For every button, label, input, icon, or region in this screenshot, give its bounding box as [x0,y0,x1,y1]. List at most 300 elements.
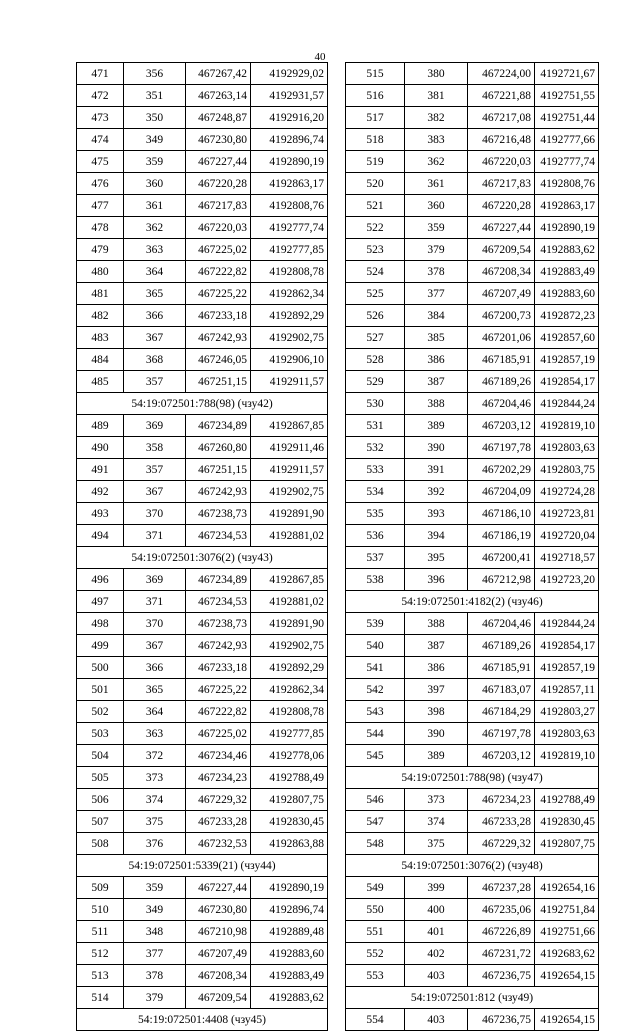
point-number-cell: 536 [346,525,405,547]
y-coordinate-cell: 4192803,75 [535,459,599,481]
vertex-number-cell: 369 [124,415,186,437]
y-coordinate-cell: 4192883,62 [251,987,328,1009]
point-number-cell: 513 [77,965,124,987]
vertex-number-cell: 374 [124,789,186,811]
table-row [77,195,328,217]
table-row [77,899,328,921]
x-coordinate-cell: 467197,78 [468,437,535,459]
vertex-number-cell: 368 [124,349,186,371]
y-coordinate-cell: 4192830,45 [535,811,599,833]
table-row [346,943,599,965]
x-coordinate-cell: 467225,02 [186,723,251,745]
table-row [346,745,599,767]
vertex-number-cell: 390 [405,723,468,745]
vertex-number-cell: 389 [405,415,468,437]
x-coordinate-cell: 467238,73 [186,613,251,635]
vertex-number-cell: 351 [124,85,186,107]
table-row [346,789,599,811]
y-coordinate-cell: 4192683,62 [535,943,599,965]
y-coordinate-cell: 4192857,60 [535,327,599,349]
y-coordinate-cell: 4192803,63 [535,437,599,459]
vertex-number-cell: 379 [124,987,186,1009]
point-number-cell: 520 [346,173,405,195]
y-coordinate-cell: 4192751,55 [535,85,599,107]
point-number-cell: 553 [346,965,405,987]
y-coordinate-cell: 4192857,19 [535,657,599,679]
vertex-number-cell: 388 [405,393,468,415]
parcel-header-row [77,855,328,877]
x-coordinate-cell: 467197,78 [468,723,535,745]
y-coordinate-cell: 4192778,06 [251,745,328,767]
y-coordinate-cell: 4192890,19 [251,877,328,899]
x-coordinate-cell: 467224,00 [468,63,535,85]
vertex-number-cell: 349 [124,899,186,921]
x-coordinate-cell: 467217,83 [468,173,535,195]
vertex-number-cell: 399 [405,877,468,899]
table-row [346,613,599,635]
y-coordinate-cell: 4192911,46 [251,437,328,459]
vertex-number-cell: 367 [124,635,186,657]
vertex-number-cell: 379 [405,239,468,261]
x-coordinate-cell: 467189,26 [468,371,535,393]
x-coordinate-cell: 467263,14 [186,85,251,107]
point-number-cell: 472 [77,85,124,107]
vertex-number-cell: 363 [124,723,186,745]
vertex-number-cell: 362 [124,217,186,239]
x-coordinate-cell: 467233,18 [186,305,251,327]
vertex-number-cell: 373 [124,767,186,789]
vertex-number-cell: 349 [124,129,186,151]
point-number-cell: 548 [346,833,405,855]
table-row [77,657,328,679]
parcel-cadastral-number: 54:19:072501:3076(2) (чзу43) [77,547,328,569]
x-coordinate-cell: 467238,73 [186,503,251,525]
vertex-number-cell: 364 [124,701,186,723]
x-coordinate-cell: 467237,28 [468,877,535,899]
y-coordinate-cell: 4192751,66 [535,921,599,943]
vertex-number-cell: 376 [124,833,186,855]
table-row [346,415,599,437]
vertex-number-cell: 400 [405,899,468,921]
x-coordinate-cell: 467236,75 [468,1009,535,1031]
vertex-number-cell: 395 [405,547,468,569]
point-number-cell: 489 [77,415,124,437]
x-coordinate-cell: 467184,29 [468,701,535,723]
x-coordinate-cell: 467229,32 [468,833,535,855]
x-coordinate-cell: 467234,23 [186,767,251,789]
point-number-cell: 503 [77,723,124,745]
y-coordinate-cell: 4192881,02 [251,591,328,613]
x-coordinate-cell: 467236,75 [468,965,535,987]
y-coordinate-cell: 4192889,48 [251,921,328,943]
vertex-number-cell: 370 [124,613,186,635]
vertex-number-cell: 357 [124,459,186,481]
x-coordinate-cell: 467202,29 [468,459,535,481]
x-coordinate-cell: 467204,46 [468,393,535,415]
table-row [346,503,599,525]
coordinates-table-left [76,62,328,1031]
vertex-number-cell: 350 [124,107,186,129]
y-coordinate-cell: 4192857,19 [535,349,599,371]
point-number-cell: 550 [346,899,405,921]
vertex-number-cell: 348 [124,921,186,943]
point-number-cell: 474 [77,129,124,151]
x-coordinate-cell: 467225,22 [186,283,251,305]
table-row [346,85,599,107]
vertex-number-cell: 374 [405,811,468,833]
point-number-cell: 532 [346,437,405,459]
y-coordinate-cell: 4192863,88 [251,833,328,855]
table-row [346,261,599,283]
point-number-cell: 518 [346,129,405,151]
x-coordinate-cell: 467267,42 [186,63,251,85]
table-row [77,987,328,1009]
y-coordinate-cell: 4192788,49 [535,789,599,811]
x-coordinate-cell: 467220,28 [468,195,535,217]
y-coordinate-cell: 4192902,75 [251,635,328,657]
x-coordinate-cell: 467207,49 [186,943,251,965]
x-coordinate-cell: 467229,32 [186,789,251,811]
table-row [77,591,328,613]
x-coordinate-cell: 467234,23 [468,789,535,811]
x-coordinate-cell: 467200,73 [468,305,535,327]
vertex-number-cell: 365 [124,283,186,305]
y-coordinate-cell: 4192751,84 [535,899,599,921]
vertex-number-cell: 369 [124,569,186,591]
point-number-cell: 534 [346,481,405,503]
vertex-number-cell: 392 [405,481,468,503]
y-coordinate-cell: 4192867,85 [251,415,328,437]
table-row [77,173,328,195]
point-number-cell: 549 [346,877,405,899]
vertex-number-cell: 377 [124,943,186,965]
vertex-number-cell: 401 [405,921,468,943]
table-row [77,569,328,591]
table-row [346,129,599,151]
point-number-cell: 539 [346,613,405,635]
table-row [346,679,599,701]
y-coordinate-cell: 4192929,02 [251,63,328,85]
vertex-number-cell: 375 [405,833,468,855]
parcel-header-row [346,855,599,877]
vertex-number-cell: 378 [124,965,186,987]
x-coordinate-cell: 467230,80 [186,129,251,151]
y-coordinate-cell: 4192819,10 [535,745,599,767]
point-number-cell: 538 [346,569,405,591]
x-coordinate-cell: 467246,05 [186,349,251,371]
x-coordinate-cell: 467242,93 [186,635,251,657]
y-coordinate-cell: 4192777,66 [535,129,599,151]
vertex-number-cell: 386 [405,349,468,371]
x-coordinate-cell: 467201,06 [468,327,535,349]
point-number-cell: 533 [346,459,405,481]
point-number-cell: 541 [346,657,405,679]
x-coordinate-cell: 467185,91 [468,657,535,679]
x-coordinate-cell: 467189,26 [468,635,535,657]
point-number-cell: 484 [77,349,124,371]
x-coordinate-cell: 467260,80 [186,437,251,459]
y-coordinate-cell: 4192883,62 [535,239,599,261]
y-coordinate-cell: 4192916,20 [251,107,328,129]
y-coordinate-cell: 4192881,02 [251,525,328,547]
table-row [346,393,599,415]
vertex-number-cell: 364 [124,261,186,283]
x-coordinate-cell: 467221,88 [468,85,535,107]
point-number-cell: 540 [346,635,405,657]
parcel-cadastral-number: 54:19:072501:4182(2) (чзу46) [346,591,599,613]
vertex-number-cell: 362 [405,151,468,173]
vertex-number-cell: 371 [124,525,186,547]
x-coordinate-cell: 467204,46 [468,613,535,635]
table-row [346,899,599,921]
point-number-cell: 491 [77,459,124,481]
point-number-cell: 478 [77,217,124,239]
x-coordinate-cell: 467233,28 [186,811,251,833]
point-number-cell: 544 [346,723,405,745]
vertex-number-cell: 383 [405,129,468,151]
x-coordinate-cell: 467234,89 [186,415,251,437]
vertex-number-cell: 359 [405,217,468,239]
x-coordinate-cell: 467204,09 [468,481,535,503]
table-row [77,635,328,657]
parcel-cadastral-number: 54:19:072501:788(98) (чзу42) [77,393,328,415]
table-row [346,327,599,349]
y-coordinate-cell: 4192890,19 [535,217,599,239]
vertex-number-cell: 385 [405,327,468,349]
table-row [346,195,599,217]
y-coordinate-cell: 4192883,60 [535,283,599,305]
y-coordinate-cell: 4192654,15 [535,1009,599,1031]
x-coordinate-cell: 467217,83 [186,195,251,217]
x-coordinate-cell: 467220,28 [186,173,251,195]
table-row [346,437,599,459]
point-number-cell: 482 [77,305,124,327]
vertex-number-cell: 363 [124,239,186,261]
x-coordinate-cell: 467227,44 [468,217,535,239]
point-number-cell: 522 [346,217,405,239]
table-row [77,283,328,305]
table-row [346,723,599,745]
table-row [77,613,328,635]
point-number-cell: 546 [346,789,405,811]
x-coordinate-cell: 467203,12 [468,745,535,767]
y-coordinate-cell: 4192830,45 [251,811,328,833]
x-coordinate-cell: 467231,72 [468,943,535,965]
y-coordinate-cell: 4192890,19 [251,151,328,173]
table-row [346,811,599,833]
parcel-cadastral-number: 54:19:072501:788(98) (чзу47) [346,767,599,789]
table-row [77,789,328,811]
parcel-header-row [77,547,328,569]
table-row [77,877,328,899]
point-number-cell: 490 [77,437,124,459]
table-row [77,767,328,789]
vertex-number-cell: 386 [405,657,468,679]
y-coordinate-cell: 4192883,49 [535,261,599,283]
parcel-cadastral-number: 54:19:072501:5339(21) (чзу44) [77,855,328,877]
point-number-cell: 516 [346,85,405,107]
y-coordinate-cell: 4192854,17 [535,371,599,393]
point-number-cell: 471 [77,63,124,85]
table-row [346,107,599,129]
y-coordinate-cell: 4192807,75 [535,833,599,855]
point-number-cell: 473 [77,107,124,129]
point-number-cell: 551 [346,921,405,943]
point-number-cell: 537 [346,547,405,569]
vertex-number-cell: 361 [405,173,468,195]
x-coordinate-cell: 467234,89 [186,569,251,591]
coordinates-table-body [77,63,328,1031]
y-coordinate-cell: 4192844,24 [535,613,599,635]
vertex-number-cell: 375 [124,811,186,833]
table-row [77,943,328,965]
y-coordinate-cell: 4192902,75 [251,327,328,349]
vertex-number-cell: 373 [405,789,468,811]
vertex-number-cell: 402 [405,943,468,965]
vertex-number-cell: 390 [405,437,468,459]
table-row [77,107,328,129]
point-number-cell: 521 [346,195,405,217]
x-coordinate-cell: 467232,53 [186,833,251,855]
table-row [77,679,328,701]
point-number-cell: 493 [77,503,124,525]
table-row [77,415,328,437]
parcel-header-row [77,393,328,415]
point-number-cell: 510 [77,899,124,921]
table-row [77,151,328,173]
table-row [346,239,599,261]
x-coordinate-cell: 467209,54 [468,239,535,261]
vertex-number-cell: 357 [124,371,186,393]
table-row [77,459,328,481]
x-coordinate-cell: 467203,12 [468,415,535,437]
vertex-number-cell: 361 [124,195,186,217]
table-row [77,833,328,855]
y-coordinate-cell: 4192891,90 [251,613,328,635]
point-number-cell: 481 [77,283,124,305]
vertex-number-cell: 371 [124,591,186,613]
vertex-number-cell: 398 [405,701,468,723]
y-coordinate-cell: 4192654,16 [535,877,599,899]
point-number-cell: 485 [77,371,124,393]
table-row [77,371,328,393]
y-coordinate-cell: 4192906,10 [251,349,328,371]
point-number-cell: 479 [77,239,124,261]
vertex-number-cell: 382 [405,107,468,129]
x-coordinate-cell: 467230,80 [186,899,251,921]
x-coordinate-cell: 467220,03 [186,217,251,239]
point-number-cell: 512 [77,943,124,965]
x-coordinate-cell: 467225,02 [186,239,251,261]
vertex-number-cell: 396 [405,569,468,591]
y-coordinate-cell: 4192777,74 [251,217,328,239]
point-number-cell: 507 [77,811,124,833]
vertex-number-cell: 393 [405,503,468,525]
y-coordinate-cell: 4192654,15 [535,965,599,987]
point-number-cell: 528 [346,349,405,371]
x-coordinate-cell: 467222,82 [186,261,251,283]
point-number-cell: 509 [77,877,124,899]
y-coordinate-cell: 4192863,17 [251,173,328,195]
vertex-number-cell: 365 [124,679,186,701]
vertex-number-cell: 367 [124,327,186,349]
vertex-number-cell: 389 [405,745,468,767]
y-coordinate-cell: 4192911,57 [251,371,328,393]
y-coordinate-cell: 4192896,74 [251,899,328,921]
table-row [77,723,328,745]
y-coordinate-cell: 4192862,34 [251,679,328,701]
table-row [346,701,599,723]
vertex-number-cell: 403 [405,1009,468,1031]
table-row [77,437,328,459]
point-number-cell: 497 [77,591,124,613]
point-number-cell: 530 [346,393,405,415]
table-row [346,151,599,173]
y-coordinate-cell: 4192807,75 [251,789,328,811]
vertex-number-cell: 370 [124,503,186,525]
y-coordinate-cell: 4192902,75 [251,481,328,503]
point-number-cell: 501 [77,679,124,701]
table-row [77,129,328,151]
table-row [77,921,328,943]
point-number-cell: 523 [346,239,405,261]
coordinates-table-right [345,62,599,1031]
x-coordinate-cell: 467233,18 [186,657,251,679]
vertex-number-cell: 356 [124,63,186,85]
x-coordinate-cell: 467220,03 [468,151,535,173]
x-coordinate-cell: 467235,06 [468,899,535,921]
y-coordinate-cell: 4192872,23 [535,305,599,327]
x-coordinate-cell: 467216,48 [468,129,535,151]
y-coordinate-cell: 4192883,60 [251,943,328,965]
table-row [77,503,328,525]
y-coordinate-cell: 4192863,17 [535,195,599,217]
vertex-number-cell: 387 [405,371,468,393]
table-row [77,261,328,283]
y-coordinate-cell: 4192808,76 [251,195,328,217]
x-coordinate-cell: 467234,53 [186,525,251,547]
y-coordinate-cell: 4192883,49 [251,965,328,987]
y-coordinate-cell: 4192911,57 [251,459,328,481]
point-number-cell: 527 [346,327,405,349]
vertex-number-cell: 378 [405,261,468,283]
y-coordinate-cell: 4192862,34 [251,283,328,305]
x-coordinate-cell: 467186,10 [468,503,535,525]
y-coordinate-cell: 4192723,81 [535,503,599,525]
point-number-cell: 496 [77,569,124,591]
x-coordinate-cell: 467200,41 [468,547,535,569]
point-number-cell: 525 [346,283,405,305]
table-row [77,327,328,349]
table-row [77,965,328,987]
y-coordinate-cell: 4192803,63 [535,723,599,745]
point-number-cell: 545 [346,745,405,767]
y-coordinate-cell: 4192720,04 [535,525,599,547]
point-number-cell: 524 [346,261,405,283]
x-coordinate-cell: 467227,44 [186,877,251,899]
point-number-cell: 480 [77,261,124,283]
vertex-number-cell: 367 [124,481,186,503]
table-row [77,525,328,547]
coordinates-table-body [346,63,599,1031]
vertex-number-cell: 397 [405,679,468,701]
y-coordinate-cell: 4192777,85 [251,723,328,745]
parcel-cadastral-number: 54:19:072501:4408 (чзу45) [77,1009,328,1031]
y-coordinate-cell: 4192867,85 [251,569,328,591]
point-number-cell: 552 [346,943,405,965]
table-row [346,349,599,371]
y-coordinate-cell: 4192896,74 [251,129,328,151]
